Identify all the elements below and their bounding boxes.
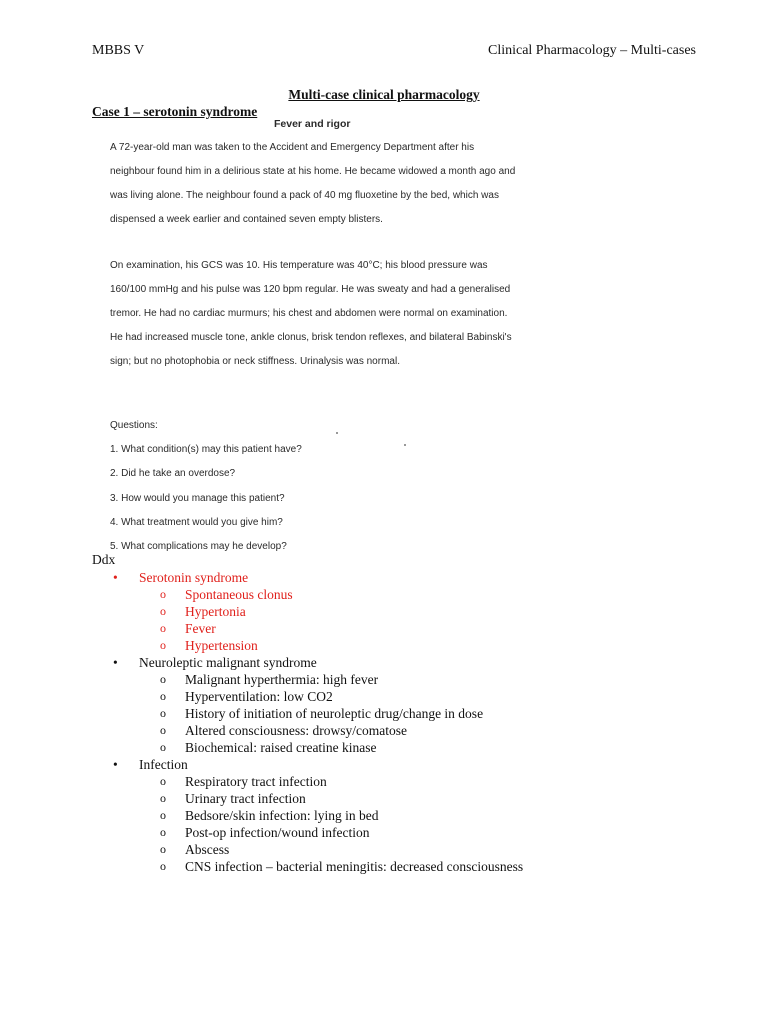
circle-bullet-icon: o bbox=[160, 706, 166, 720]
question-item: 5. What complications may he develop? bbox=[110, 541, 287, 553]
header-right: Clinical Pharmacology – Multi-cases bbox=[487, 43, 696, 58]
ddx-subitem bbox=[0, 739, 768, 756]
ddx-subitem bbox=[0, 620, 768, 637]
circle-bullet-icon: o bbox=[160, 689, 166, 703]
differential-diagnosis-list bbox=[0, 569, 768, 875]
ddx-subitem bbox=[0, 586, 768, 603]
ddx-subitem bbox=[0, 603, 768, 620]
circle-bullet-icon: o bbox=[160, 621, 166, 635]
circle-bullet-icon: o bbox=[160, 808, 166, 822]
circle-bullet-icon: o bbox=[160, 587, 166, 601]
bullet-icon: • bbox=[113, 655, 118, 670]
ddx-subitem-label: Fever bbox=[185, 621, 216, 636]
circle-bullet-icon: o bbox=[160, 723, 166, 737]
ddx-subitem bbox=[0, 841, 768, 858]
question-item: 3. How would you manage this patient? bbox=[110, 492, 285, 504]
ddx-subitem bbox=[0, 688, 768, 705]
case-paragraph-1: A 72-year-old man was taken to the Accident and Emergency Department after his neighbour found him in a delirious state at his home. He became widowed a month ago and was living alone. The neighbour found a pack of 40 mg fluoxetine by the bed, which was dispensed a week earlier and contained seven empty blisters. bbox=[110, 142, 516, 225]
circle-bullet-icon: o bbox=[160, 774, 166, 788]
bullet-icon: • bbox=[113, 757, 118, 772]
ddx-subitem bbox=[0, 790, 768, 807]
ddx-subitem-label: Respiratory tract infection bbox=[185, 774, 327, 789]
circle-bullet-icon: o bbox=[160, 740, 166, 754]
bullet-icon: • bbox=[113, 570, 118, 585]
circle-bullet-icon: o bbox=[160, 842, 166, 856]
ddx-item bbox=[0, 569, 768, 586]
ddx-subitem-label: Malignant hyperthermia: high fever bbox=[185, 672, 379, 687]
document-title: Multi-case clinical pharmacology bbox=[288, 87, 480, 102]
question-item: 4. What treatment would you give him? bbox=[110, 516, 283, 528]
circle-bullet-icon: o bbox=[160, 672, 166, 686]
ddx-item bbox=[0, 654, 768, 671]
ddx-item bbox=[0, 756, 768, 773]
ddx-item-label: Infection bbox=[139, 757, 188, 772]
ddx-subitem-label: Hyperventilation: low CO2 bbox=[185, 689, 333, 704]
ddx-subitem bbox=[0, 705, 768, 722]
ddx-subitem-label: CNS infection – bacterial meningitis: decreased consciousness bbox=[185, 859, 524, 874]
scan-title: Fever and rigor bbox=[274, 118, 351, 130]
ddx-subitem-label: Hypertension bbox=[185, 638, 258, 653]
scanned-case-excerpt bbox=[104, 116, 524, 556]
ddx-subitem-label: Post-op infection/wound infection bbox=[185, 825, 370, 840]
ddx-subitem bbox=[0, 722, 768, 739]
ddx-subitem-label: Spontaneous clonus bbox=[185, 587, 293, 602]
circle-bullet-icon: o bbox=[160, 825, 166, 839]
ddx-subitem-label: Biochemical: raised creatine kinase bbox=[185, 740, 377, 755]
questions-list bbox=[110, 438, 302, 559]
ddx-subitem-label: Urinary tract infection bbox=[185, 791, 306, 806]
scan-speck bbox=[336, 432, 338, 434]
question-item: 1. What condition(s) may this patient have? bbox=[110, 444, 302, 455]
circle-bullet-icon: o bbox=[160, 791, 166, 805]
scan-speck bbox=[404, 444, 406, 446]
ddx-subitem bbox=[0, 807, 768, 824]
ddx-label: Ddx bbox=[92, 552, 116, 567]
question-item: 2. Did he take an overdose? bbox=[110, 468, 236, 480]
circle-bullet-icon: o bbox=[160, 859, 166, 873]
ddx-subitem-label: Abscess bbox=[185, 842, 230, 857]
ddx-subitem-label: Hypertonia bbox=[185, 604, 246, 619]
ddx-subitem bbox=[0, 637, 768, 654]
ddx-subitem-label: Altered consciousness: drowsy/comatose bbox=[185, 723, 407, 738]
ddx-subitem bbox=[0, 858, 768, 875]
circle-bullet-icon: o bbox=[160, 638, 166, 652]
case-title: Case 1 – serotonin syndrome bbox=[92, 104, 258, 119]
ddx-subitem-label: History of initiation of neuroleptic drug/change in dose bbox=[185, 706, 484, 721]
ddx-item-label: Neuroleptic malignant syndrome bbox=[139, 655, 317, 670]
ddx-item-label: Serotonin syndrome bbox=[139, 570, 249, 585]
ddx-subitem bbox=[0, 824, 768, 841]
circle-bullet-icon: o bbox=[160, 604, 166, 618]
header-left: MBBS V bbox=[92, 43, 145, 58]
ddx-subitem bbox=[0, 671, 768, 688]
questions-label: Questions: bbox=[110, 420, 158, 431]
ddx-subitem bbox=[0, 773, 768, 790]
case-paragraph-2: On examination, his GCS was 10. His temperature was 40°C; his blood pressure was 160/100 mmHg and his pulse was 120 bpm regular. He was sweaty and had a generalised tremor. He had no cardiac murmurs; his chest and abdomen were normal on examination. He had increased muscle tone, ankle clonus, brisk tendon reflexes, and bilateral Babinski's sign; but no photophobia or neck stiffness. Urinalysis was normal. bbox=[110, 260, 512, 367]
ddx-subitem-label: Bedsore/skin infection: lying in bed bbox=[185, 808, 379, 823]
